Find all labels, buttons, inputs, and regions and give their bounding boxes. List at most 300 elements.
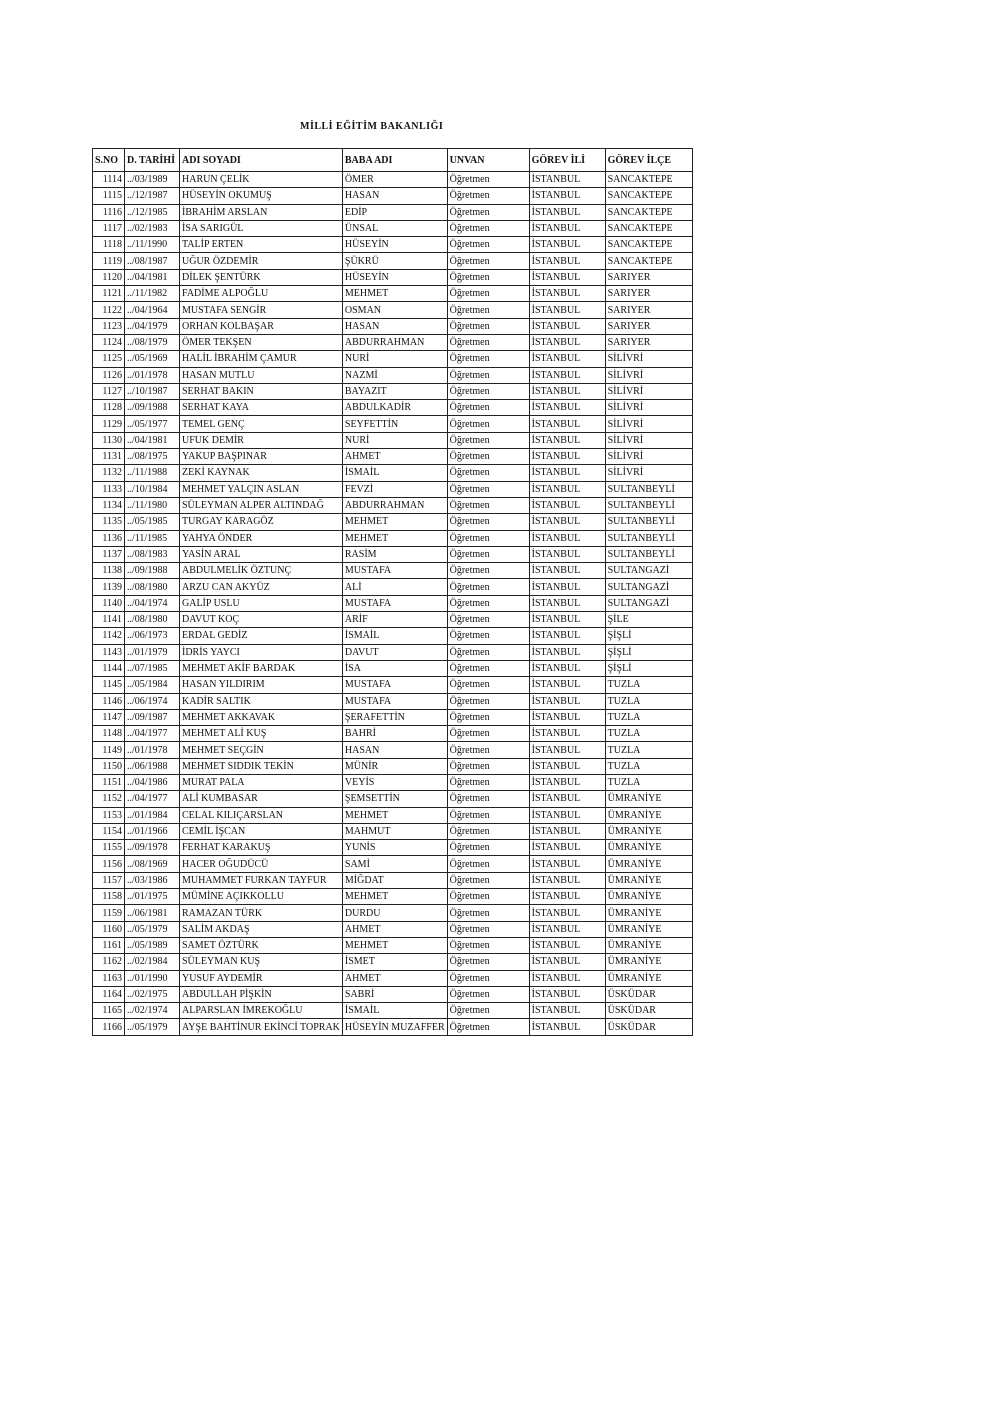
table-row <box>93 677 693 693</box>
cell-province: İSTANBUL <box>529 758 605 774</box>
cell-sno: 1152 <box>93 791 125 807</box>
table-row <box>93 204 693 220</box>
cell-name: DAVUT KOÇ <box>180 612 343 628</box>
header-row <box>93 149 693 172</box>
cell-birth-date: ../08/1975 <box>125 449 180 465</box>
table-row <box>93 400 693 416</box>
cell-title: Öğretmen <box>447 318 529 334</box>
cell-father-name: NURİ <box>342 432 447 448</box>
cell-father-name: BAYAZIT <box>342 383 447 399</box>
cell-title: Öğretmen <box>447 970 529 986</box>
table-row <box>93 921 693 937</box>
cell-district: SULTANBEYLİ <box>605 530 692 546</box>
cell-name: SAMET ÖZTÜRK <box>180 937 343 953</box>
cell-sno: 1149 <box>93 742 125 758</box>
column-header-father-name: BABA ADI <box>342 149 447 172</box>
cell-title: Öğretmen <box>447 644 529 660</box>
cell-birth-date: ../06/1988 <box>125 758 180 774</box>
cell-title: Öğretmen <box>447 774 529 790</box>
cell-sno: 1133 <box>93 481 125 497</box>
cell-district: ŞİLE <box>605 612 692 628</box>
cell-sno: 1114 <box>93 172 125 188</box>
cell-name: ÖMER TEKŞEN <box>180 334 343 350</box>
cell-name: CELAL KILIÇARSLAN <box>180 807 343 823</box>
cell-birth-date: ../01/1984 <box>125 807 180 823</box>
cell-district: ÜMRANİYE <box>605 840 692 856</box>
cell-sno: 1123 <box>93 318 125 334</box>
cell-district: ÜSKÜDAR <box>605 1019 692 1035</box>
cell-birth-date: ../08/1983 <box>125 546 180 562</box>
table-row <box>93 383 693 399</box>
cell-district: SANCAKTEPE <box>605 188 692 204</box>
cell-province: İSTANBUL <box>529 791 605 807</box>
cell-sno: 1165 <box>93 1003 125 1019</box>
table-row <box>93 465 693 481</box>
cell-name: İBRAHİM ARSLAN <box>180 204 343 220</box>
cell-province: İSTANBUL <box>529 449 605 465</box>
table-row <box>93 660 693 676</box>
table-row <box>93 449 693 465</box>
cell-father-name: MEHMET <box>342 286 447 302</box>
cell-name: İDRİS YAYCI <box>180 644 343 660</box>
cell-province: İSTANBUL <box>529 188 605 204</box>
cell-birth-date: ../10/1984 <box>125 481 180 497</box>
table-row <box>93 172 693 188</box>
cell-district: SARIYER <box>605 286 692 302</box>
table-row <box>93 628 693 644</box>
cell-district: ŞİŞLİ <box>605 628 692 644</box>
cell-province: İSTANBUL <box>529 220 605 236</box>
cell-district: SİLİVRİ <box>605 383 692 399</box>
cell-sno: 1140 <box>93 595 125 611</box>
cell-name: ORHAN KOLBAŞAR <box>180 318 343 334</box>
table-row <box>93 774 693 790</box>
cell-name: HALİL İBRAHİM ÇAMUR <box>180 351 343 367</box>
cell-district: TUZLA <box>605 693 692 709</box>
cell-province: İSTANBUL <box>529 514 605 530</box>
cell-title: Öğretmen <box>447 383 529 399</box>
cell-district: TUZLA <box>605 774 692 790</box>
cell-sno: 1161 <box>93 937 125 953</box>
cell-province: İSTANBUL <box>529 481 605 497</box>
cell-birth-date: ../04/1979 <box>125 318 180 334</box>
cell-district: SULTANBEYLİ <box>605 514 692 530</box>
cell-title: Öğretmen <box>447 253 529 269</box>
table-row <box>93 726 693 742</box>
cell-title: Öğretmen <box>447 872 529 888</box>
cell-sno: 1129 <box>93 416 125 432</box>
cell-name: MEHMET SIDDIK TEKİN <box>180 758 343 774</box>
cell-province: İSTANBUL <box>529 465 605 481</box>
cell-province: İSTANBUL <box>529 416 605 432</box>
cell-father-name: ÖMER <box>342 172 447 188</box>
cell-title: Öğretmen <box>447 856 529 872</box>
cell-province: İSTANBUL <box>529 351 605 367</box>
cell-birth-date: ../11/1990 <box>125 237 180 253</box>
cell-name: HASAN MUTLU <box>180 367 343 383</box>
cell-birth-date: ../01/1975 <box>125 889 180 905</box>
cell-birth-date: ../09/1988 <box>125 400 180 416</box>
cell-district: SARIYER <box>605 269 692 285</box>
cell-name: ARZU CAN AKYÜZ <box>180 579 343 595</box>
cell-sno: 1143 <box>93 644 125 660</box>
table-row <box>93 514 693 530</box>
cell-sno: 1116 <box>93 204 125 220</box>
cell-birth-date: ../05/1979 <box>125 1019 180 1035</box>
cell-birth-date: ../01/1978 <box>125 742 180 758</box>
cell-birth-date: ../05/1979 <box>125 921 180 937</box>
cell-district: SULTANBEYLİ <box>605 546 692 562</box>
cell-father-name: MUSTAFA <box>342 693 447 709</box>
cell-district: ÜMRANİYE <box>605 921 692 937</box>
cell-title: Öğretmen <box>447 840 529 856</box>
cell-sno: 1146 <box>93 693 125 709</box>
cell-district: SULTANBEYLİ <box>605 481 692 497</box>
cell-district: SULTANGAZİ <box>605 579 692 595</box>
cell-sno: 1145 <box>93 677 125 693</box>
cell-title: Öğretmen <box>447 204 529 220</box>
cell-father-name: ŞÜKRÜ <box>342 253 447 269</box>
cell-name: CEMİL İŞCAN <box>180 823 343 839</box>
cell-birth-date: ../08/1969 <box>125 856 180 872</box>
table-row <box>93 253 693 269</box>
cell-district: TUZLA <box>605 726 692 742</box>
cell-name: MUSTAFA SENGİR <box>180 302 343 318</box>
cell-province: İSTANBUL <box>529 1019 605 1035</box>
cell-district: SİLİVRİ <box>605 416 692 432</box>
cell-province: İSTANBUL <box>529 612 605 628</box>
cell-sno: 1118 <box>93 237 125 253</box>
cell-title: Öğretmen <box>447 693 529 709</box>
cell-title: Öğretmen <box>447 432 529 448</box>
cell-name: HASAN YILDIRIM <box>180 677 343 693</box>
cell-title: Öğretmen <box>447 269 529 285</box>
cell-district: ÜMRANİYE <box>605 791 692 807</box>
cell-title: Öğretmen <box>447 530 529 546</box>
cell-title: Öğretmen <box>447 465 529 481</box>
cell-title: Öğretmen <box>447 954 529 970</box>
cell-province: İSTANBUL <box>529 628 605 644</box>
cell-province: İSTANBUL <box>529 172 605 188</box>
cell-title: Öğretmen <box>447 449 529 465</box>
cell-birth-date: ../05/1969 <box>125 351 180 367</box>
cell-title: Öğretmen <box>447 742 529 758</box>
cell-birth-date: ../08/1987 <box>125 253 180 269</box>
cell-birth-date: ../04/1977 <box>125 726 180 742</box>
cell-name: ALPARSLAN İMREKOĞLU <box>180 1003 343 1019</box>
cell-sno: 1159 <box>93 905 125 921</box>
cell-birth-date: ../03/1986 <box>125 872 180 888</box>
cell-father-name: MÜNİR <box>342 758 447 774</box>
cell-province: İSTANBUL <box>529 400 605 416</box>
cell-father-name: İSA <box>342 660 447 676</box>
cell-father-name: HASAN <box>342 742 447 758</box>
table-row <box>93 302 693 318</box>
cell-province: İSTANBUL <box>529 905 605 921</box>
table-row <box>93 546 693 562</box>
cell-title: Öğretmen <box>447 286 529 302</box>
table-row <box>93 937 693 953</box>
cell-sno: 1139 <box>93 579 125 595</box>
cell-sno: 1136 <box>93 530 125 546</box>
cell-father-name: İSMAİL <box>342 628 447 644</box>
cell-father-name: YUNİS <box>342 840 447 856</box>
cell-father-name: BAHRİ <box>342 726 447 742</box>
cell-province: İSTANBUL <box>529 986 605 1002</box>
cell-name: DİLEK ŞENTÜRK <box>180 269 343 285</box>
cell-name: MEHMET YALÇIN ASLAN <box>180 481 343 497</box>
cell-father-name: AHMET <box>342 970 447 986</box>
cell-name: TEMEL GENÇ <box>180 416 343 432</box>
cell-name: MEHMET AKKAVAK <box>180 709 343 725</box>
cell-district: SANCAKTEPE <box>605 204 692 220</box>
cell-district: ÜMRANİYE <box>605 937 692 953</box>
cell-province: İSTANBUL <box>529 872 605 888</box>
cell-father-name: MEHMET <box>342 889 447 905</box>
cell-birth-date: ../05/1985 <box>125 514 180 530</box>
cell-sno: 1156 <box>93 856 125 872</box>
cell-title: Öğretmen <box>447 758 529 774</box>
cell-sno: 1166 <box>93 1019 125 1035</box>
cell-father-name: ÜNSAL <box>342 220 447 236</box>
cell-sno: 1153 <box>93 807 125 823</box>
cell-province: İSTANBUL <box>529 970 605 986</box>
cell-province: İSTANBUL <box>529 286 605 302</box>
cell-title: Öğretmen <box>447 514 529 530</box>
cell-name: HARUN ÇELİK <box>180 172 343 188</box>
cell-father-name: ABDULKADİR <box>342 400 447 416</box>
cell-name: TURGAY KARAGÖZ <box>180 514 343 530</box>
cell-sno: 1154 <box>93 823 125 839</box>
table-row <box>93 1019 693 1035</box>
cell-father-name: DURDU <box>342 905 447 921</box>
cell-province: İSTANBUL <box>529 823 605 839</box>
cell-name: MÜMİNE AÇIKKOLLU <box>180 889 343 905</box>
cell-district: SİLİVRİ <box>605 367 692 383</box>
cell-title: Öğretmen <box>447 188 529 204</box>
cell-sno: 1137 <box>93 546 125 562</box>
cell-province: İSTANBUL <box>529 889 605 905</box>
cell-name: YAHYA ÖNDER <box>180 530 343 546</box>
cell-birth-date: ../09/1987 <box>125 709 180 725</box>
cell-district: TUZLA <box>605 677 692 693</box>
cell-birth-date: ../01/1978 <box>125 367 180 383</box>
table-row <box>93 709 693 725</box>
cell-title: Öğretmen <box>447 1003 529 1019</box>
table-row <box>93 367 693 383</box>
cell-father-name: NURİ <box>342 351 447 367</box>
cell-birth-date: ../12/1985 <box>125 204 180 220</box>
cell-father-name: MİĞDAT <box>342 872 447 888</box>
cell-sno: 1128 <box>93 400 125 416</box>
cell-birth-date: ../02/1984 <box>125 954 180 970</box>
cell-title: Öğretmen <box>447 481 529 497</box>
cell-sno: 1155 <box>93 840 125 856</box>
cell-province: İSTANBUL <box>529 432 605 448</box>
cell-sno: 1125 <box>93 351 125 367</box>
cell-province: İSTANBUL <box>529 1003 605 1019</box>
table-row <box>93 497 693 513</box>
cell-sno: 1122 <box>93 302 125 318</box>
cell-province: İSTANBUL <box>529 579 605 595</box>
cell-birth-date: ../01/1990 <box>125 970 180 986</box>
cell-sno: 1120 <box>93 269 125 285</box>
cell-district: TUZLA <box>605 709 692 725</box>
cell-father-name: RASİM <box>342 546 447 562</box>
cell-birth-date: ../04/1964 <box>125 302 180 318</box>
table-row <box>93 334 693 350</box>
table-row <box>93 612 693 628</box>
cell-district: SANCAKTEPE <box>605 220 692 236</box>
cell-sno: 1148 <box>93 726 125 742</box>
cell-province: İSTANBUL <box>529 807 605 823</box>
cell-name: MURAT PALA <box>180 774 343 790</box>
cell-birth-date: ../05/1984 <box>125 677 180 693</box>
cell-name: UFUK DEMİR <box>180 432 343 448</box>
cell-title: Öğretmen <box>447 220 529 236</box>
cell-district: ŞİŞLİ <box>605 660 692 676</box>
cell-father-name: AHMET <box>342 921 447 937</box>
cell-father-name: VEYİS <box>342 774 447 790</box>
cell-district: SARIYER <box>605 302 692 318</box>
cell-sno: 1130 <box>93 432 125 448</box>
cell-title: Öğretmen <box>447 563 529 579</box>
cell-province: İSTANBUL <box>529 856 605 872</box>
cell-sno: 1131 <box>93 449 125 465</box>
cell-title: Öğretmen <box>447 791 529 807</box>
cell-father-name: HASAN <box>342 318 447 334</box>
table-row <box>93 856 693 872</box>
cell-district: ÜMRANİYE <box>605 807 692 823</box>
cell-title: Öğretmen <box>447 351 529 367</box>
cell-province: İSTANBUL <box>529 530 605 546</box>
cell-sno: 1160 <box>93 921 125 937</box>
cell-name: KADİR SALTIK <box>180 693 343 709</box>
cell-province: İSTANBUL <box>529 954 605 970</box>
cell-province: İSTANBUL <box>529 774 605 790</box>
cell-sno: 1124 <box>93 334 125 350</box>
table-row <box>93 416 693 432</box>
cell-father-name: HÜSEYİN <box>342 237 447 253</box>
cell-title: Öğretmen <box>447 416 529 432</box>
cell-title: Öğretmen <box>447 302 529 318</box>
cell-father-name: FEVZİ <box>342 481 447 497</box>
cell-sno: 1147 <box>93 709 125 725</box>
cell-birth-date: ../07/1985 <box>125 660 180 676</box>
cell-province: İSTANBUL <box>529 253 605 269</box>
cell-title: Öğretmen <box>447 889 529 905</box>
cell-title: Öğretmen <box>447 546 529 562</box>
column-header-sno: S.NO <box>93 149 125 172</box>
cell-district: SANCAKTEPE <box>605 172 692 188</box>
cell-father-name: NAZMİ <box>342 367 447 383</box>
cell-title: Öğretmen <box>447 986 529 1002</box>
cell-name: UĞUR ÖZDEMİR <box>180 253 343 269</box>
cell-district: SARIYER <box>605 318 692 334</box>
cell-title: Öğretmen <box>447 237 529 253</box>
cell-birth-date: ../11/1982 <box>125 286 180 302</box>
cell-birth-date: ../09/1988 <box>125 563 180 579</box>
cell-father-name: MEHMET <box>342 514 447 530</box>
cell-district: TUZLA <box>605 742 692 758</box>
cell-father-name: HÜSEYİN <box>342 269 447 285</box>
cell-district: ŞİŞLİ <box>605 644 692 660</box>
cell-district: SİLİVRİ <box>605 351 692 367</box>
cell-sno: 1134 <box>93 497 125 513</box>
cell-father-name: ARİF <box>342 612 447 628</box>
cell-father-name: OSMAN <box>342 302 447 318</box>
cell-province: İSTANBUL <box>529 204 605 220</box>
table-row <box>93 188 693 204</box>
table-row <box>93 318 693 334</box>
cell-province: İSTANBUL <box>529 742 605 758</box>
cell-birth-date: ../04/1981 <box>125 432 180 448</box>
cell-district: SİLİVRİ <box>605 400 692 416</box>
cell-name: TALİP ERTEN <box>180 237 343 253</box>
cell-sno: 1119 <box>93 253 125 269</box>
table-row <box>93 823 693 839</box>
cell-name: RAMAZAN TÜRK <box>180 905 343 921</box>
cell-province: İSTANBUL <box>529 921 605 937</box>
cell-district: SANCAKTEPE <box>605 237 692 253</box>
column-header-name: ADI SOYADI <box>180 149 343 172</box>
cell-father-name: HÜSEYİN MUZAFFER <box>342 1019 447 1035</box>
cell-name: HACER OĞUDÜCÜ <box>180 856 343 872</box>
cell-birth-date: ../11/1980 <box>125 497 180 513</box>
cell-province: İSTANBUL <box>529 693 605 709</box>
cell-father-name: İSMAİL <box>342 1003 447 1019</box>
cell-district: SULTANGAZİ <box>605 563 692 579</box>
cell-birth-date: ../12/1987 <box>125 188 180 204</box>
cell-birth-date: ../03/1989 <box>125 172 180 188</box>
cell-title: Öğretmen <box>447 660 529 676</box>
cell-title: Öğretmen <box>447 367 529 383</box>
cell-birth-date: ../06/1973 <box>125 628 180 644</box>
cell-title: Öğretmen <box>447 823 529 839</box>
cell-sno: 1138 <box>93 563 125 579</box>
table-row <box>93 872 693 888</box>
cell-father-name: İSMAİL <box>342 465 447 481</box>
cell-father-name: AHMET <box>342 449 447 465</box>
cell-sno: 1157 <box>93 872 125 888</box>
cell-title: Öğretmen <box>447 1019 529 1035</box>
cell-name: YUSUF AYDEMİR <box>180 970 343 986</box>
cell-birth-date: ../10/1987 <box>125 383 180 399</box>
cell-sno: 1117 <box>93 220 125 236</box>
cell-father-name: ALİ <box>342 579 447 595</box>
cell-province: İSTANBUL <box>529 726 605 742</box>
column-header-birth-date: D. TARİHİ <box>125 149 180 172</box>
table-row <box>93 481 693 497</box>
cell-sno: 1141 <box>93 612 125 628</box>
cell-district: SİLİVRİ <box>605 465 692 481</box>
cell-sno: 1144 <box>93 660 125 676</box>
cell-district: SARIYER <box>605 334 692 350</box>
cell-title: Öğretmen <box>447 579 529 595</box>
cell-province: İSTANBUL <box>529 497 605 513</box>
cell-name: MUHAMMET FURKAN TAYFUR <box>180 872 343 888</box>
cell-province: İSTANBUL <box>529 937 605 953</box>
cell-sno: 1127 <box>93 383 125 399</box>
cell-name: ALİ KUMBASAR <box>180 791 343 807</box>
cell-district: ÜSKÜDAR <box>605 986 692 1002</box>
cell-district: SİLİVRİ <box>605 449 692 465</box>
cell-title: Öğretmen <box>447 937 529 953</box>
cell-birth-date: ../05/1977 <box>125 416 180 432</box>
cell-province: İSTANBUL <box>529 334 605 350</box>
cell-province: İSTANBUL <box>529 840 605 856</box>
cell-name: HÜSEYİN OKUMUŞ <box>180 188 343 204</box>
